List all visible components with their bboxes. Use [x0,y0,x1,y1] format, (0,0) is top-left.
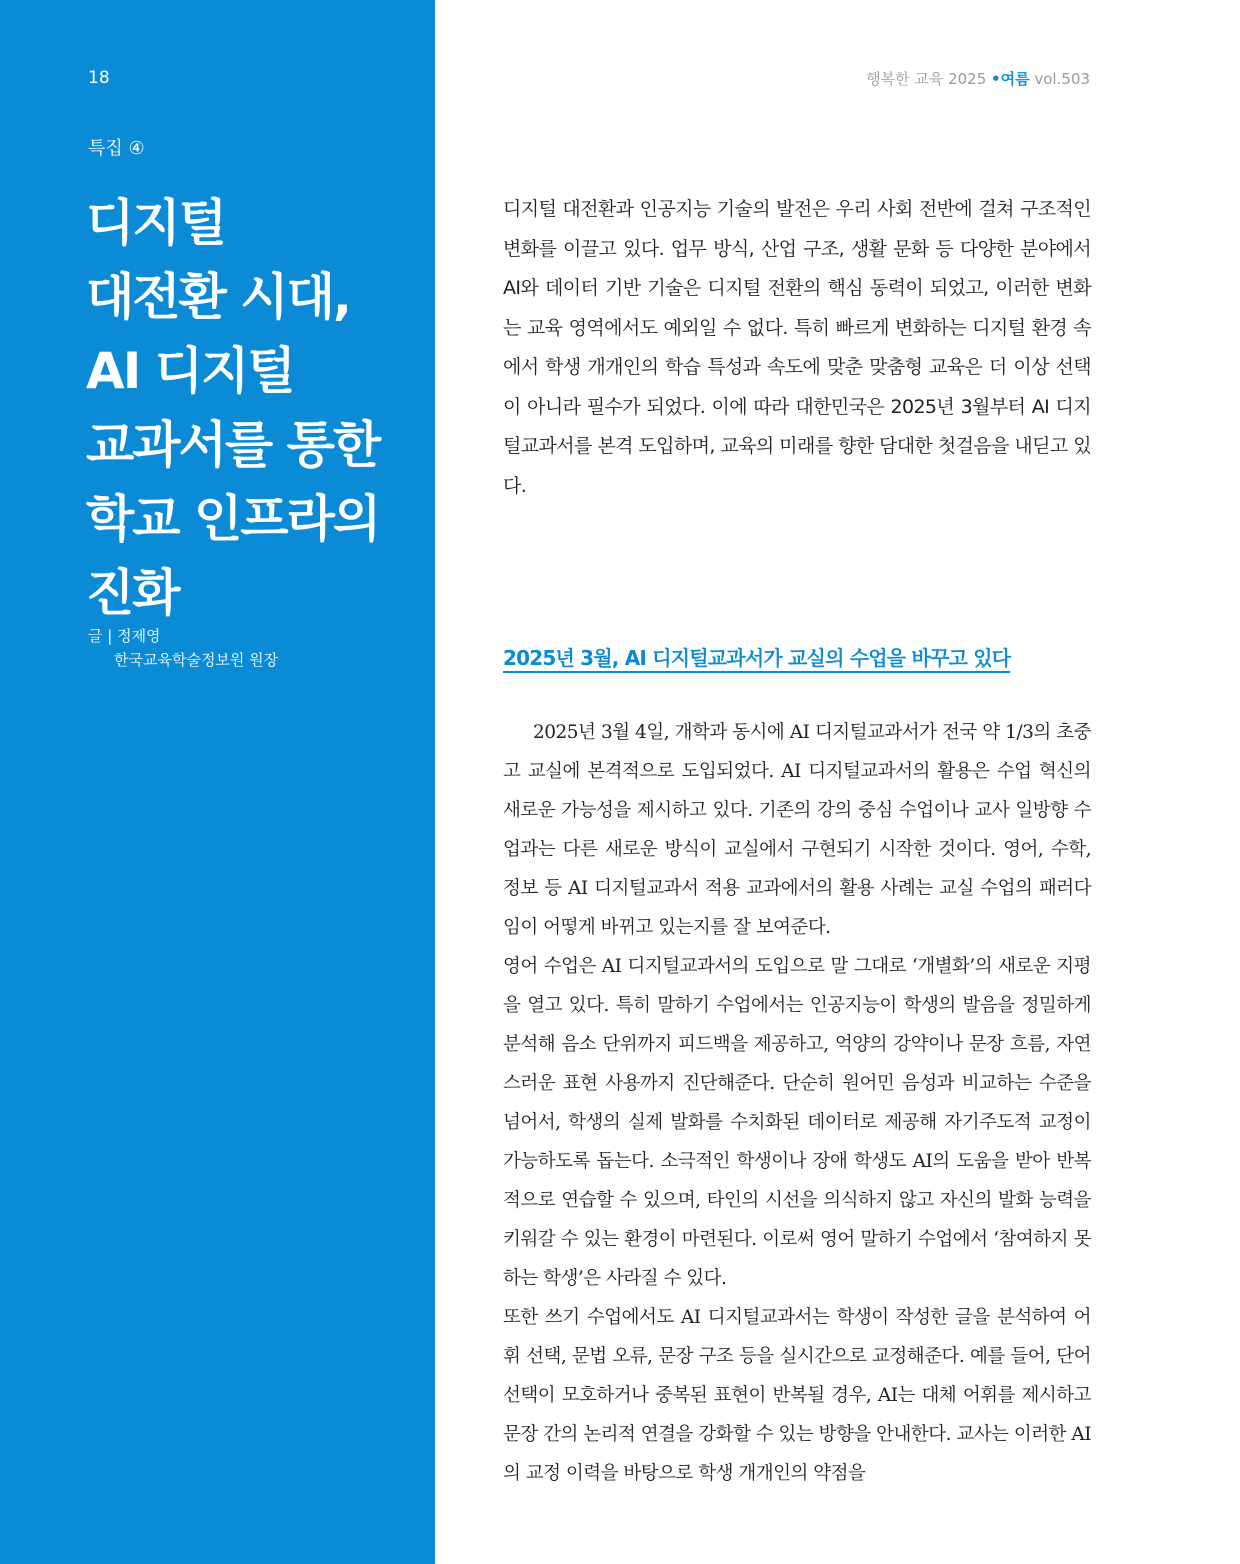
title-line: 교과서를 통한 [86,416,380,474]
running-header [866,68,1090,89]
page-number: 18 [88,68,110,88]
article-title [86,186,416,630]
title-line: AI 디지털 [86,342,294,400]
byline [88,624,278,672]
body-paragraph: 또한 쓰기 수업에서도 AI 디지털교과서는 학생이 작성한 글을 분석하여 어휘 선택, 문법 오류, 문장 구조 등을 실시간으로 교정해준다. 예를 들어, 단어 선택이 모호하거나 중복된 표현이 반복될 경우, AI는 대체 어휘를 제시하고 문장 간의 논리적 연결을 강화할 수 있는 방향을 안내한다. 교사는 이러한 AI의 교정 이력을 바탕으로 학생 개개인의 약점을 [503,1307,1091,1484]
body-paragraph: 영어 수업은 AI 디지털교과서의 도입으로 말 그대로 ‘개별화’의 새로운 지평을 열고 있다. 특히 말하기 수업에서는 인공지능이 학생의 발음을 정밀하게 분석해 음소 단위까지 피드백을 제공하고, 억양의 강약이나 문장 흐름, 자연스러운 표현 사용까지 진단해준다. 단순히 원어민 음성과 비교하는 수준을 넘어서, 학생의 실제 발화를 수치화된 데이터로 제공해 자기주도적 교정이 가능하도록 돕는다. 소극적인 학생이나 장애 학생도 AI의 도움을 받아 반복적으로 연습할 수 있으며, 타인의 시선을 의식하지 않고 자신의 발화 능력을 키워갈 수 있는 환경이 마련된다. 이로써 영어 말하기 수업에서 ‘참여하지 못하는 학생’은 사라질 수 있다. [503,956,1091,1289]
byline-author: 글 | 정제영 [88,627,161,645]
title-line: 진화 [86,564,179,622]
title-line: 대전환 시대, [86,268,350,326]
running-title-prefix: 행복한 교육 2025 [866,70,992,88]
intro-paragraph: 디지털 대전환과 인공지능 기술의 발전은 우리 사회 전반에 걸쳐 구조적인 변화를 이끌고 있다. 업무 방식, 산업 구조, 생활 문화 등 다양한 분야에서 AI와 데이터 기반 기술은 디지털 전환의 핵심 동력이 되었고, 이러한 변화는 교육 영역에서도 예외일 수 없다. 특히 빠르게 변화하는 디지털 환경 속에서 학생 개개인의 학습 특성과 속도에 맞춘 맞춤형 교육은 더 이상 선택이 아니라 필수가 되었다. 이에 따라 대한민국은 2025년 3월부터 AI 디지털교과서를 본격 도입하며, 교육의 미래를 향한 담대한 첫걸음을 내딛고 있다. [503,198,1091,497]
title-line: 학교 인프라의 [86,490,380,548]
byline-affiliation: 한국교육학술정보원 원장 [114,651,279,669]
section-heading: 2025년 3월, AI 디지털교과서가 교실의 수업을 바꾸고 있다 [503,646,1011,670]
body-text [503,713,1091,1493]
running-title-season: •여름 [991,70,1030,88]
title-line: 디지털 [86,194,225,252]
feature-label: 특집 ④ [88,138,145,159]
running-title-vol: vol.503 [1029,70,1090,88]
body-paragraph: 2025년 3월 4일, 개학과 동시에 AI 디지털교과서가 전국 약 1/3의 초중고 교실에 본격적으로 도입되었다. AI 디지털교과서의 활용은 수업 혁신의 새로운 가능성을 제시하고 있다. 기존의 강의 중심 수업이나 교사 일방향 수업과는 다른 새로운 방식이 교실에서 구현되기 시작한 것이다. 영어, 수학, 정보 등 AI 디지털교과서 적용 교과에서의 활용 사례는 교실 수업의 패러다임이 어떻게 바뀌고 있는지를 잘 보여준다. [503,722,1091,938]
sidebar-panel [0,0,435,1564]
